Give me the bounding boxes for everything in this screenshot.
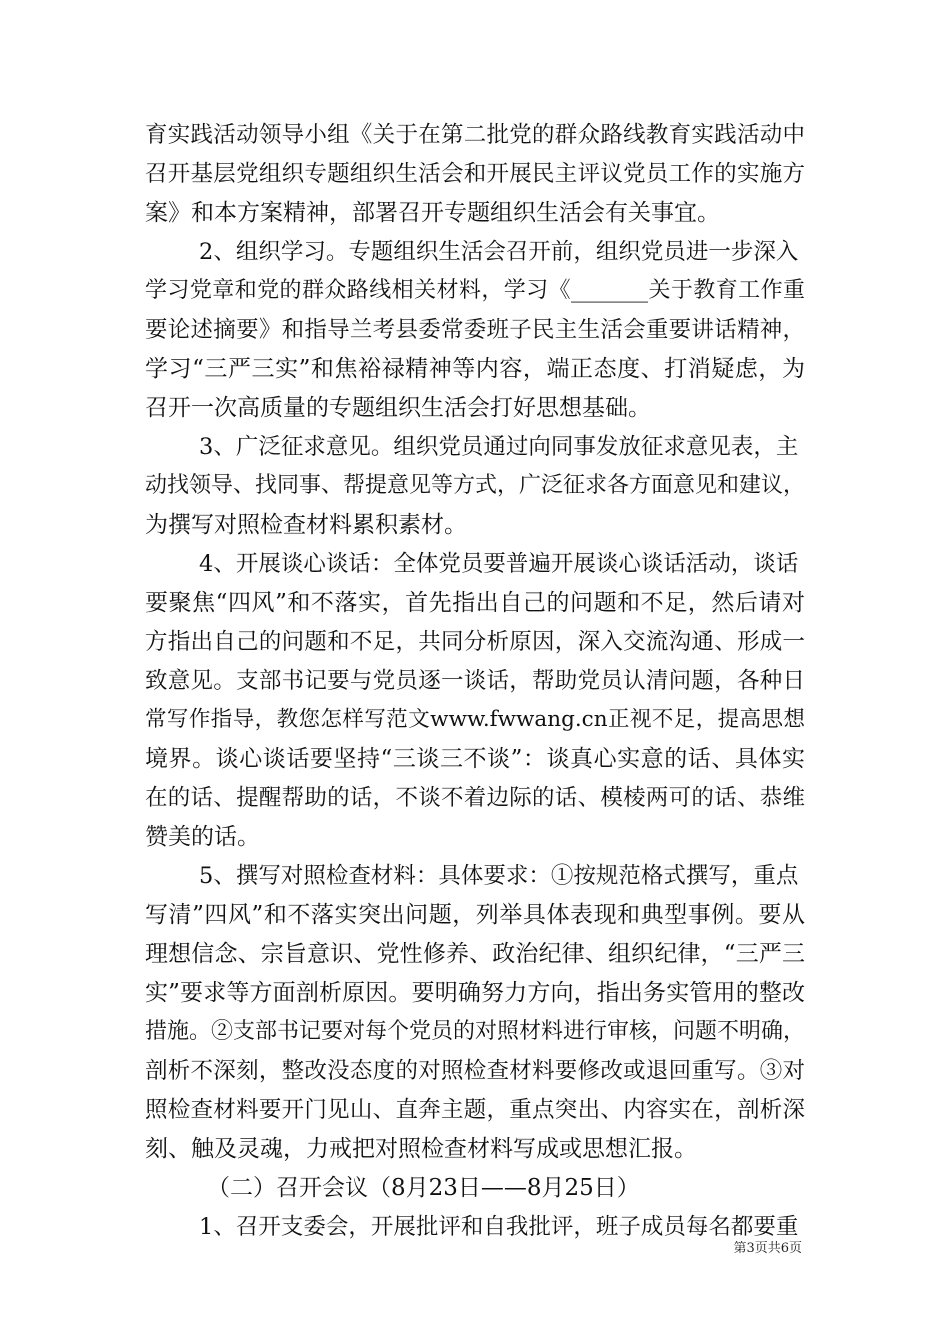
body-text-line: 为撰写对照检查材料累积素材。 xyxy=(145,512,467,538)
body-text-line: 照检查材料要开门见山、直奔主题，重点突出、内容实在，剖析深 xyxy=(145,1097,805,1123)
body-text-line: 实”要求等方面剖析原因。要明确努力方向，指出务实管用的整改 xyxy=(145,980,805,1006)
body-text-line: 动找领导、找同事、帮提意见等方式，广泛征求各方面意见和建议， xyxy=(145,473,806,498)
body-text-line: 学习党章和党的群众路线相关材料，学习《_______关于教育工作重 xyxy=(145,278,805,303)
section-heading: （二）召开会议（8月23日——8月25日） xyxy=(207,1175,640,1201)
body-text-line: 学习“三严三实”和焦裕禄精神等内容，端正态度、打消疑虑，为 xyxy=(145,356,805,382)
paragraph-first-line: 2、组织学习。专题组织生活会召开前，组织党员进一步深入 xyxy=(199,239,799,265)
body-text-line: 方指出自己的问题和不足，共同分析原因，深入交流沟通、形成一 xyxy=(145,629,805,655)
body-text-line: 赞美的话。 xyxy=(145,824,260,850)
paragraph-first-line: 1、召开支委会，开展批评和自我批评，班子成员每名都要重 xyxy=(199,1214,799,1240)
body-text-line: 常写作指导，教您怎样写范文www.fwwang.cn正视不足，提高思想 xyxy=(145,707,805,732)
body-text-line: 境界。谈心谈话要坚持“三谈三不谈”：谈真心实意的话、具体实 xyxy=(145,746,805,772)
paragraph-first-line: 4、开展谈心谈话：全体党员要普遍开展谈心谈话活动，谈话 xyxy=(199,551,799,577)
body-text-line: 案》和本方案精神，部署召开专题组织生活会有关事宜。 xyxy=(145,200,720,226)
body-text-line: 致意见。支部书记要与党员逐一谈话，帮助党员认清问题，各种日 xyxy=(145,668,805,694)
body-text-line: 剖析不深刻，整改没态度的对照检查材料要修改或退回重写。③对 xyxy=(145,1058,805,1084)
page-number: 第3页共6页 xyxy=(733,1241,802,1256)
body-text-line: 要聚焦“四风”和不落实，首先指出自己的问题和不足，然后请对 xyxy=(145,590,805,616)
body-text-line: 在的话、提醒帮助的话，不谈不着边际的话、模棱两可的话、恭维 xyxy=(145,785,805,811)
paragraph-first-line: 5、撰写对照检查材料：具体要求：①按规范格式撰写，重点 xyxy=(199,863,799,889)
body-text-line: 召开基层党组织专题组织生活会和开展民主评议党员工作的实施方 xyxy=(145,161,805,187)
body-text-line: 措施。②支部书记要对每个党员的对照材料进行审核，问题不明确， xyxy=(145,1019,806,1044)
body-text-line: 要论述摘要》和指导兰考县委常委班子民主生活会重要讲话精神， xyxy=(145,317,805,343)
body-text-line: 写清”四风”和不落实突出问题，列举具体表现和典型事例。要从 xyxy=(145,902,805,928)
body-text-line: 育实践活动领导小组《关于在第二批党的群众路线教育实践活动中 xyxy=(145,122,805,148)
body-text-line: 理想信念、宗旨意识、党性修养、政治纪律、组织纪律，“三严三 xyxy=(145,941,805,967)
body-text-line: 刻、触及灵魂，力戒把对照检查材料写成或思想汇报。 xyxy=(145,1136,697,1162)
paragraph-first-line: 3、广泛征求意见。组织党员通过向同事发放征求意见表，主 xyxy=(199,434,799,460)
body-text-line: 召开一次高质量的专题组织生活会打好思想基础。 xyxy=(145,395,651,421)
